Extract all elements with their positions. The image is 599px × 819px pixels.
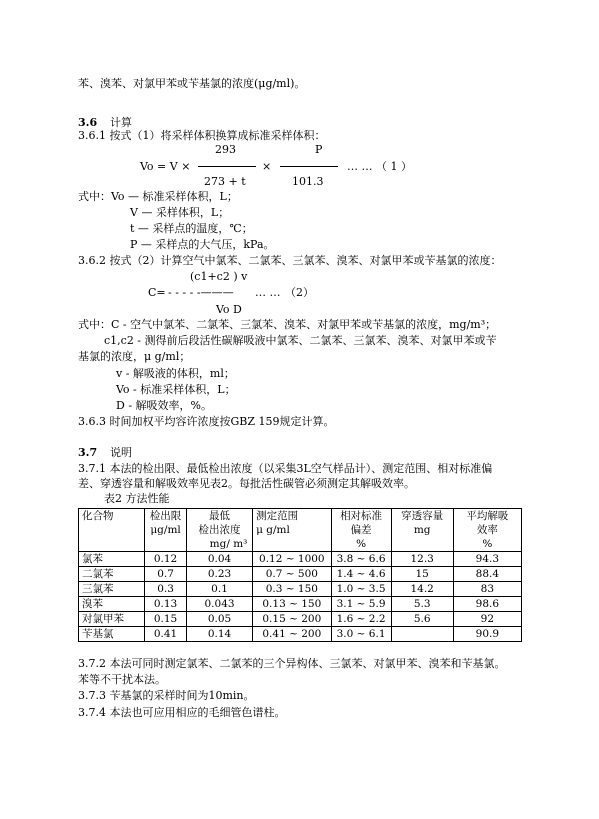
table-cell: 0.7 bbox=[145, 567, 187, 582]
where2-line-6: D - 解吸效率，%。 bbox=[116, 399, 212, 412]
table-cell: 94.3 bbox=[453, 552, 521, 567]
table-cell: 0.12 bbox=[145, 552, 187, 567]
section-3-7-4: 3.7.4 本法也可应用相应的毛细管色谱柱。 bbox=[78, 706, 286, 719]
section-3-7-1-line-2: 差、穿透容量和解吸效率见表2。每批活性碳管必须测定其解吸效率。 bbox=[78, 477, 415, 490]
table-cell: 12.3 bbox=[391, 552, 453, 567]
table-cell: 0.15 ~ 200 bbox=[253, 612, 331, 627]
formula2-fraction-bar: - - - - -——— bbox=[168, 286, 234, 299]
table-cell: 5.6 bbox=[391, 612, 453, 627]
table-cell: 98.6 bbox=[453, 597, 521, 612]
table-cell: 0.05 bbox=[186, 612, 252, 627]
method-performance-table bbox=[78, 508, 522, 642]
table-cell: 0.15 bbox=[145, 612, 187, 627]
where2-line-3: 基氯的浓度，μ g/ml； bbox=[78, 350, 191, 363]
table-cell: 1.4 ~ 4.6 bbox=[331, 567, 391, 582]
table-cell: 90.9 bbox=[453, 627, 521, 642]
section-3-7-number: 3.7 bbox=[78, 446, 98, 459]
section-3-7-1-line-1: 3.7.1 本法的检出限、最低检出浓度（以采集3L空气样品计）、测定范围、相对标准偏 bbox=[78, 462, 493, 475]
table-row bbox=[79, 612, 522, 627]
formula1-fraction-bar-1 bbox=[198, 166, 256, 167]
table-row bbox=[79, 627, 522, 642]
header-breakthrough: 穿透容量 mg bbox=[391, 509, 453, 552]
section-3-7-3: 3.7.3 苄基氯的采样时间为10min。 bbox=[78, 689, 255, 702]
table-cell: 0.14 bbox=[186, 627, 252, 642]
where2-line-5: Vo - 标准采样体积，L； bbox=[116, 383, 236, 396]
where2-line-4: v - 解吸液的体积，ml； bbox=[116, 367, 235, 380]
table-cell: 0.04 bbox=[186, 552, 252, 567]
formula1-equation-number: （ 1 ） bbox=[376, 160, 412, 173]
table-cell: 83 bbox=[453, 582, 521, 597]
table-cell: 14.2 bbox=[391, 582, 453, 597]
table-cell: 对氯甲苯 bbox=[79, 612, 145, 627]
table-cell: 0.23 bbox=[186, 567, 252, 582]
formula2-denominator: Vo D bbox=[216, 303, 242, 316]
header-detection-limit: 检出限 μg/ml bbox=[145, 509, 187, 552]
table-cell: 二氯苯 bbox=[79, 567, 145, 582]
table-cell: 溴苯 bbox=[79, 597, 145, 612]
section-3-7-2-line-2: 苯等不干扰本法。 bbox=[78, 673, 166, 686]
table-cell: 三氯苯 bbox=[79, 582, 145, 597]
section-3-7-title: 说明 bbox=[110, 446, 132, 459]
table-cell: 苄基氯 bbox=[79, 627, 145, 642]
table-caption: 表2 方法性能 bbox=[104, 492, 170, 505]
formula1-dots: … … bbox=[347, 160, 373, 173]
table-cell: 0.12 ~ 1000 bbox=[253, 552, 331, 567]
section-3-7-2-line-1: 3.7.2 本法可同时测定氯苯、二氯苯的三个异构体、三氯苯、对氯甲苯、溴苯和苄基氯。 bbox=[78, 657, 506, 670]
table-cell: 5.3 bbox=[391, 597, 453, 612]
table-header-row bbox=[79, 509, 522, 552]
where1-line-1: 式中：Vo — 标准采样体积，L； bbox=[78, 190, 238, 203]
formula1-denominator-1: 273 + t bbox=[204, 175, 246, 188]
section-3-6-3: 3.6.3 时间加权平均容许浓度按GBZ 159规定计算。 bbox=[78, 415, 335, 428]
header-desorption-efficiency: 平均解吸 效率 % bbox=[453, 509, 521, 552]
table-row bbox=[79, 567, 522, 582]
table-cell: 0.41 ~ 200 bbox=[253, 627, 331, 642]
section-3-6-1: 3.6.1 按式（1）将采样体积换算成标准采样体积： bbox=[78, 129, 326, 142]
formula2-lhs: C= bbox=[148, 286, 166, 299]
table-cell: 0.3 bbox=[145, 582, 187, 597]
table-cell: 0.13 ~ 150 bbox=[253, 597, 331, 612]
header-rsd: 相对标准 偏差 % bbox=[331, 509, 391, 552]
section-3-6-number: 3.6 bbox=[78, 116, 98, 129]
where1-line-4: P — 采样点的大气压，kPa。 bbox=[130, 238, 275, 251]
table-cell: 1.6 ~ 2.2 bbox=[331, 612, 391, 627]
where2-line-1: 式中：C - 空气中氯苯、二氯苯、三氯苯、溴苯、对氯甲苯或苄基氯的浓度，mg/m³； bbox=[78, 318, 497, 331]
table-cell: 15 bbox=[391, 567, 453, 582]
formula1-numerator-1: 293 bbox=[215, 143, 236, 156]
header-min-concentration: 最低 检出浓度 mg/ m³ bbox=[186, 509, 252, 552]
table-row bbox=[79, 552, 522, 567]
table-cell: 0.7 ~ 500 bbox=[253, 567, 331, 582]
table-cell: 3.1 ~ 5.9 bbox=[331, 597, 391, 612]
formula1-numerator-2: P bbox=[315, 143, 323, 156]
formula2-equation-number: （2） bbox=[285, 286, 314, 299]
table-cell: 0.13 bbox=[145, 597, 187, 612]
formula2-dots: … … bbox=[255, 286, 281, 299]
table-cell: 92 bbox=[453, 612, 521, 627]
where2-line-2: c1,c2 - 测得前后段活性碳解吸液中氯苯、二氯苯、三氯苯、溴苯、对氯甲苯或苄 bbox=[104, 334, 497, 347]
section-3-6-2: 3.6.2 按式（2）计算空气中氯苯、二氯苯、三氯苯、溴苯、对氯甲苯或苄基氯的浓度： bbox=[78, 254, 502, 267]
formula2-numerator: (c1+c2 ) v bbox=[190, 270, 248, 283]
table-cell: 0.1 bbox=[186, 582, 252, 597]
table-cell: 3.8 ~ 6.6 bbox=[331, 552, 391, 567]
table-cell bbox=[391, 627, 453, 642]
formula1-denominator-2: 101.3 bbox=[292, 175, 324, 188]
table-cell: 0.3 ~ 150 bbox=[253, 582, 331, 597]
formula1-times: × bbox=[262, 160, 272, 173]
table-row bbox=[79, 582, 522, 597]
top-line: 苯、溴苯、对氯甲苯或苄基氯的浓度(μg/ml)。 bbox=[78, 77, 306, 90]
table-cell: 氯苯 bbox=[79, 552, 145, 567]
table-cell: 1.0 ~ 3.5 bbox=[331, 582, 391, 597]
table-cell: 0.043 bbox=[186, 597, 252, 612]
table-cell: 3.0 ~ 6.1 bbox=[331, 627, 391, 642]
table-cell: 0.41 bbox=[145, 627, 187, 642]
table-row bbox=[79, 597, 522, 612]
section-3-6-title: 计算 bbox=[110, 116, 132, 129]
header-range: 测定范围 μ g/ml bbox=[253, 509, 331, 552]
header-compound: 化合物 bbox=[79, 509, 145, 552]
table-cell: 88.4 bbox=[453, 567, 521, 582]
formula1-lhs: Vo = V × bbox=[140, 160, 191, 173]
formula1-fraction-bar-2 bbox=[280, 166, 338, 167]
where1-line-3: t — 采样点的温度，℃； bbox=[130, 222, 253, 235]
where1-line-2: V — 采样体积，L； bbox=[130, 206, 230, 219]
